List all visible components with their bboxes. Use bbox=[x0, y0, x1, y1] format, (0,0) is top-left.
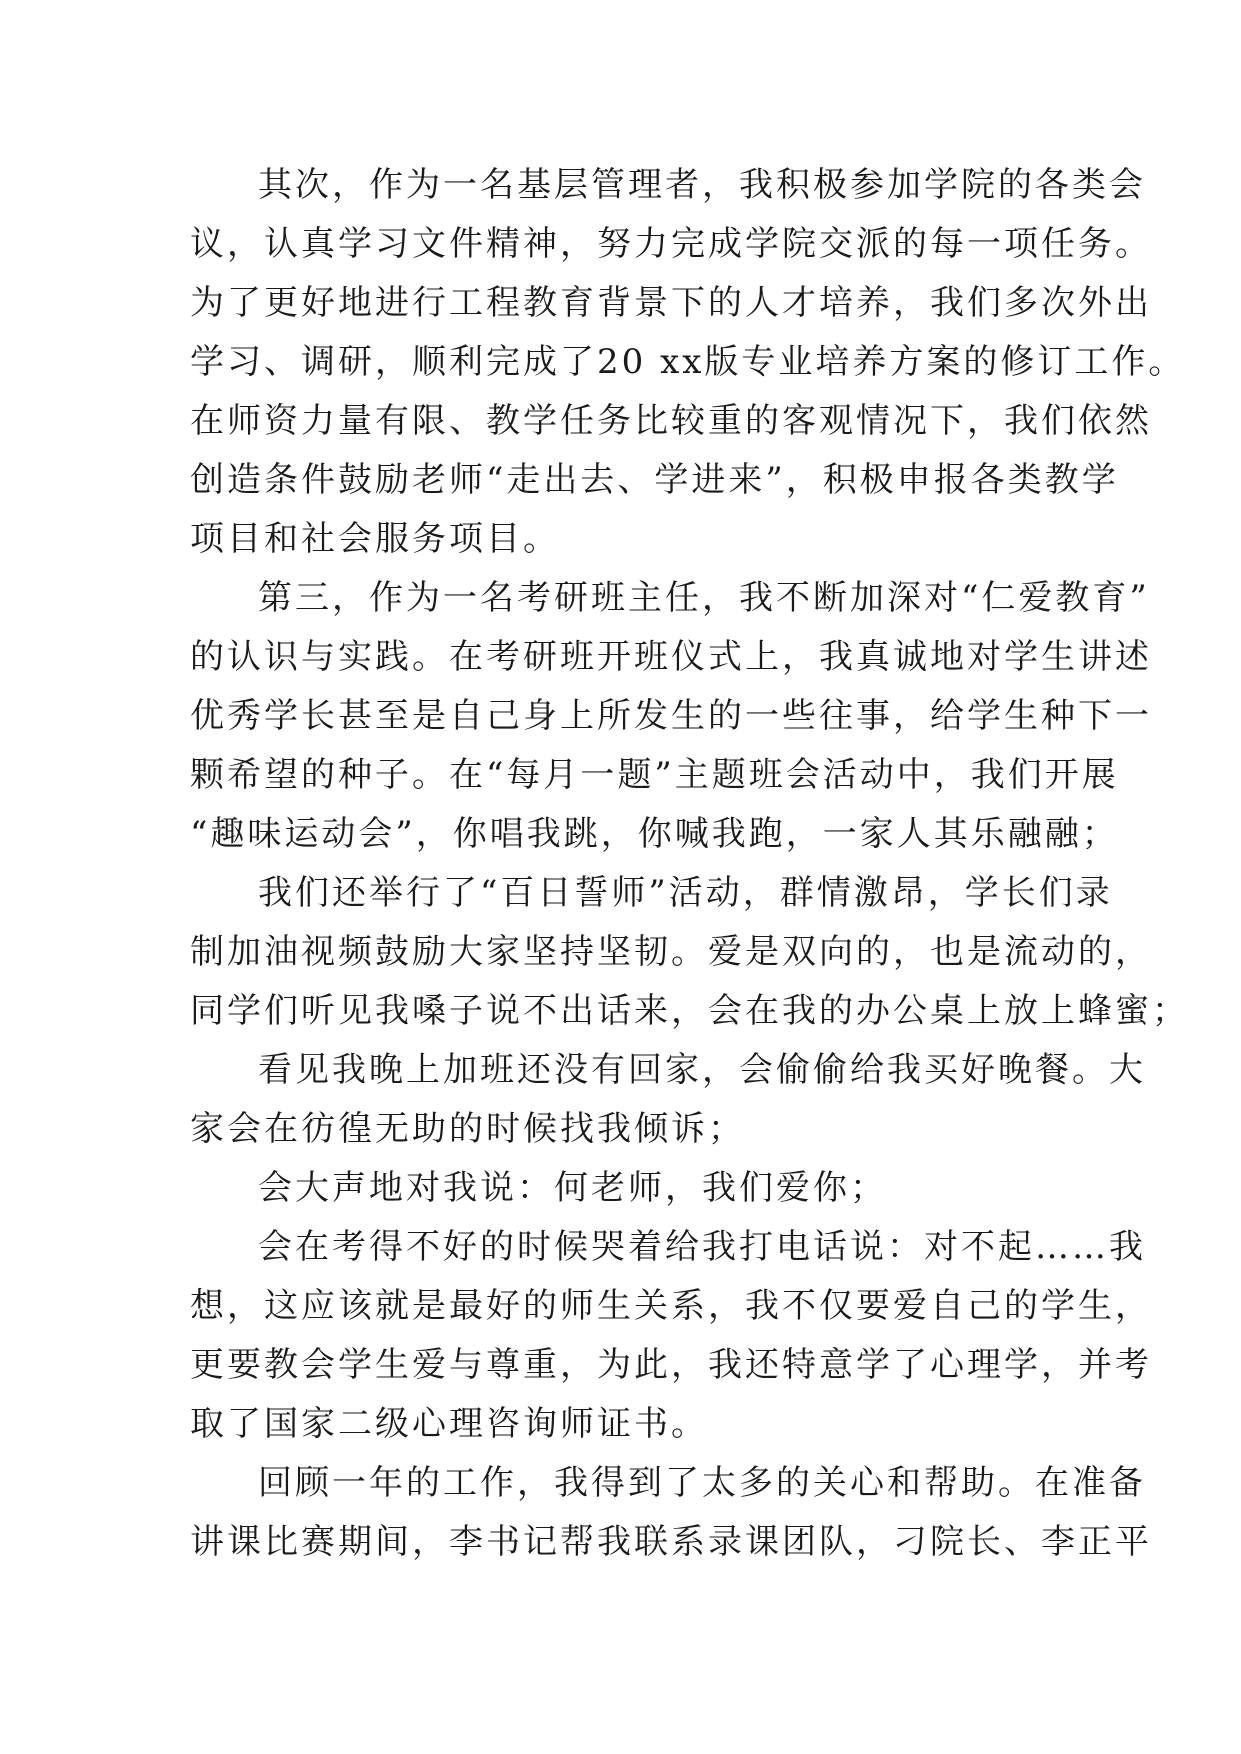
paragraph-4 bbox=[190, 1041, 1146, 1159]
text-line: 看见我晚上加班还没有回家，会偷偷给我买好晚餐。大 bbox=[258, 1050, 1146, 1090]
text-line: 取了国家二级心理咨询师证书。 bbox=[190, 1404, 708, 1444]
paragraph-6 bbox=[190, 1218, 1152, 1454]
text-line: 会在考得不好的时候哭着给我打电话说：对不起……我 bbox=[258, 1227, 1146, 1267]
paragraph-2 bbox=[190, 569, 1152, 864]
text-line: 为了更好地进行工程教育背景下的人才培养，我们多次外出 bbox=[190, 283, 1152, 323]
text-line: 第三，作为一名考研班主任，我不断加深对“仁爱教育” bbox=[258, 578, 1150, 618]
text-line: 想，这应该就是最好的师生关系，我不仅要爱自己的学生， bbox=[190, 1286, 1152, 1326]
text-line: 家会在彷徨无助的时候找我倾诉； bbox=[190, 1109, 745, 1149]
text-line: 颗希望的种子。在“每月一题”主题班会活动中，我们开展 bbox=[190, 755, 1119, 795]
text-line: 回顾一年的工作，我得到了太多的关心和帮助。在准备 bbox=[258, 1463, 1146, 1503]
text-line: 的认识与实践。在考研班开班仪式上，我真诚地对学生讲述 bbox=[190, 637, 1152, 677]
text-line: 我们还举行了“百日誓师”活动，群情激昂，学长们录 bbox=[258, 873, 1113, 913]
text-line: 其次，作为一名基层管理者，我积极参加学院的各类会 bbox=[258, 165, 1146, 205]
text-line: 在师资力量有限、教学任务比较重的客观情况下，我们依然 bbox=[190, 401, 1152, 441]
paragraph-7 bbox=[190, 1454, 1152, 1572]
text-line: 创造条件鼓励老师“走出去、学进来”，积极申报各类教学 bbox=[190, 460, 1119, 500]
text-line: 制加油视频鼓励大家坚持坚韧。爱是双向的，也是流动的， bbox=[190, 932, 1152, 972]
document-body bbox=[190, 156, 1189, 1572]
text-line: 学习、调研，顺利完成了20 xx版专业培养方案的修订工作。 bbox=[190, 342, 1186, 382]
text-line: 议，认真学习文件精神，努力完成学院交派的每一项任务。 bbox=[190, 224, 1152, 264]
text-line: 会大声地对我说：何老师，我们爱你； bbox=[258, 1168, 887, 1208]
paragraph-5 bbox=[190, 1159, 1060, 1218]
paragraph-1 bbox=[190, 156, 1186, 569]
text-line: 同学们听见我嗓子说不出话来，会在我的办公桌上放上蜂蜜； bbox=[190, 991, 1189, 1031]
text-line: 更要教会学生爱与尊重，为此，我还特意学了心理学，并考 bbox=[190, 1345, 1152, 1385]
text-line: “趣味运动会”，你唱我跳，你喊我跑，一家人其乐融融； bbox=[190, 814, 1119, 854]
text-line: 项目和社会服务项目。 bbox=[190, 519, 560, 559]
paragraph-3 bbox=[190, 864, 1189, 1041]
text-line: 讲课比赛期间，李书记帮我联系录课团队，刁院长、李正平 bbox=[190, 1522, 1152, 1562]
text-line: 优秀学长甚至是自己身上所发生的一些往事，给学生种下一 bbox=[190, 696, 1152, 736]
